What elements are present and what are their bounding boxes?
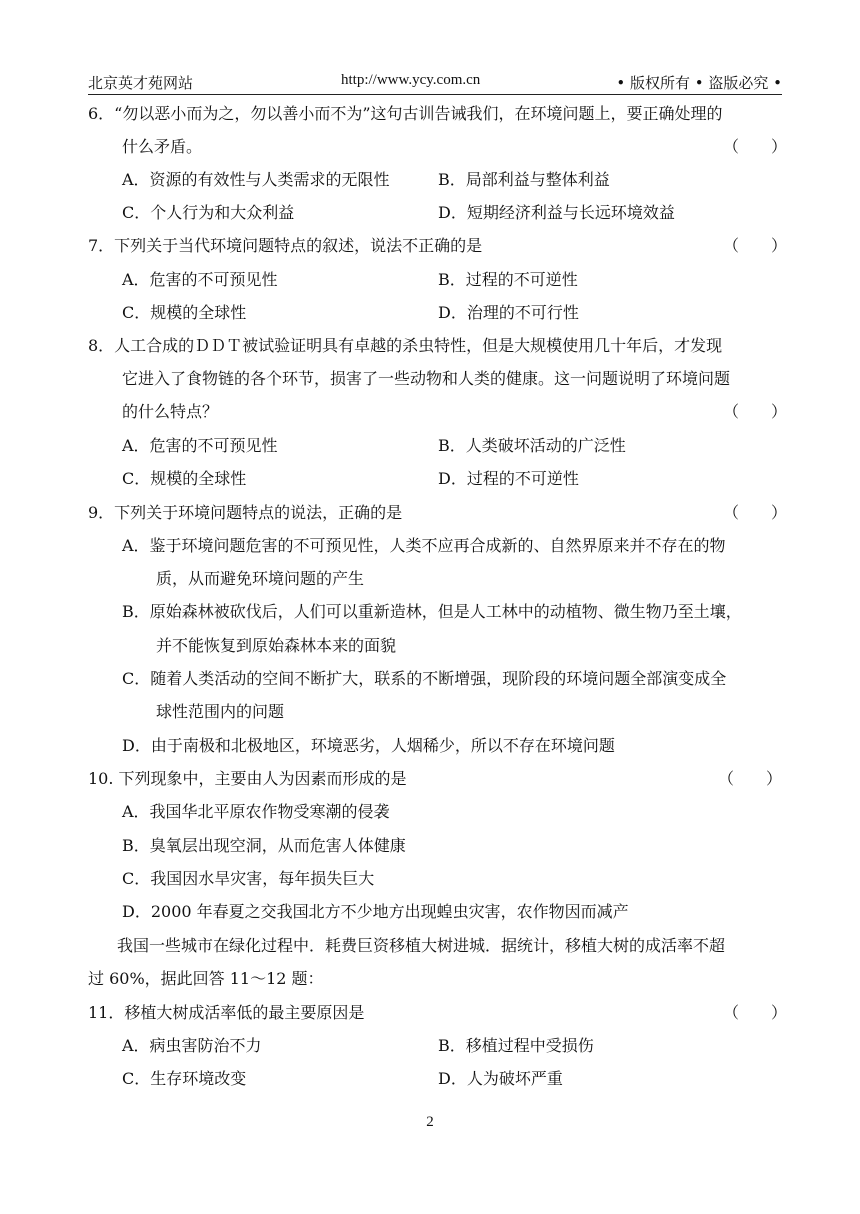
q7-option-b: B．过程的不可逆性 (438, 270, 578, 289)
question-10-text: 10. 下列现象中，主要由人为因素而形成的是 (88, 769, 407, 788)
q8-option-d: D．过程的不可逆性 (438, 469, 579, 488)
answer-bracket-6: （ ） (723, 137, 788, 156)
passage-text-cont: 过 60%，据此回答 11～12 题： (88, 969, 324, 988)
q10-option-a: A．我国华北平原农作物受寒潮的侵袭 (122, 802, 390, 821)
q11-option-d: D．人为破坏严重 (438, 1069, 563, 1088)
q7-option-d: D．治理的不可行性 (438, 303, 579, 322)
q6-option-c: C．个人行为和大众利益 (122, 203, 295, 222)
header-copyright: • 版权所有 • 盗版必究 • (616, 74, 782, 92)
q11-option-b: B．移植过程中受损伤 (438, 1036, 594, 1055)
question-9-text: 9．下列关于环境问题特点的说法，正确的是 (88, 503, 403, 522)
q7-option-a: A．危害的不可预见性 (122, 270, 278, 289)
q9-option-a-cont: 质，从而避免环境问题的产生 (156, 569, 365, 588)
q11-option-c: C．生存环境改变 (122, 1069, 247, 1088)
q9-option-b-cont: 并不能恢复到原始森林本来的面貌 (156, 636, 397, 655)
q9-option-d: D．由于南极和北极地区，环境恶劣，人烟稀少，所以不存在环境问题 (122, 736, 615, 755)
page-number: 2 (426, 1114, 434, 1130)
header-site-name: 北京英才苑网站 (88, 74, 194, 92)
q9-option-b: B．原始森林被砍伐后，人们可以重新造林，但是人工林中的动植物、微生物乃至土壤， (122, 602, 742, 621)
q6-option-d: D．短期经济利益与长远环境效益 (438, 203, 675, 222)
answer-bracket-8: （ ） (723, 402, 788, 421)
q6-option-a: A．资源的有效性与人类需求的无限性 (122, 170, 390, 189)
question-8-text: 8．人工合成的ＤＤＴ被试验证明具有卓越的杀虫特性，但是大规模使用几十年后，才发现 (88, 336, 723, 355)
q6-option-b: B．局部利益与整体利益 (438, 170, 610, 189)
q8-option-b: B．人类破坏活动的广泛性 (438, 436, 626, 455)
question-8-text-cont: 它进入了食物链的各个环节，损害了一些动物和人类的健康。这一问题说明了环境问题 (122, 369, 731, 388)
q10-option-b: B．臭氧层出现空洞，从而危害人体健康 (122, 836, 406, 855)
question-8-text-cont2: 的什么特点？ (122, 402, 219, 421)
q9-option-c-cont: 球性范围内的问题 (156, 702, 285, 721)
answer-bracket-9: （ ） (723, 503, 788, 522)
answer-bracket-10: （ ） (718, 769, 783, 788)
answer-bracket-7: （ ） (723, 236, 788, 255)
q11-option-a: A．病虫害防治不力 (122, 1036, 262, 1055)
answer-bracket-11: （ ） (723, 1003, 788, 1022)
q8-option-c: C．规模的全球性 (122, 469, 247, 488)
passage-text: 我国一些城市在绿化过程中．耗费巨资移植大树进城．据统计，移植大树的成活率不超 (117, 936, 726, 955)
q10-option-c: C．我国因水旱灾害，每年损失巨大 (122, 869, 375, 888)
q10-option-d: D．2000 年春夏之交我国北方不少地方出现蝗虫灾害，农作物因而减产 (122, 902, 629, 921)
q9-option-c: C．随着人类活动的空间不断扩大，联系的不断增强，现阶段的环境问题全部演变成全 (122, 669, 727, 688)
question-6-text-cont: 什么矛盾。 (122, 137, 203, 156)
q7-option-c: C．规模的全球性 (122, 303, 247, 322)
question-7-text: 7．下列关于当代环境问题特点的叙述，说法不正确的是 (88, 236, 483, 255)
page-header (88, 70, 782, 95)
q9-option-a: A．鉴于环境问题危害的不可预见性，人类不应再合成新的、自然界原来并不存在的物 (122, 536, 726, 555)
header-url: http://www.ycy.com.cn (341, 72, 481, 88)
question-11-text: 11．移植大树成活率低的最主要原因是 (88, 1003, 365, 1022)
q8-option-a: A．危害的不可预见性 (122, 436, 278, 455)
question-6-text: 6．“勿以恶小而为之，勿以善小而不为”这句古训告诫我们，在环境问题上，要正确处理的 (88, 104, 723, 123)
